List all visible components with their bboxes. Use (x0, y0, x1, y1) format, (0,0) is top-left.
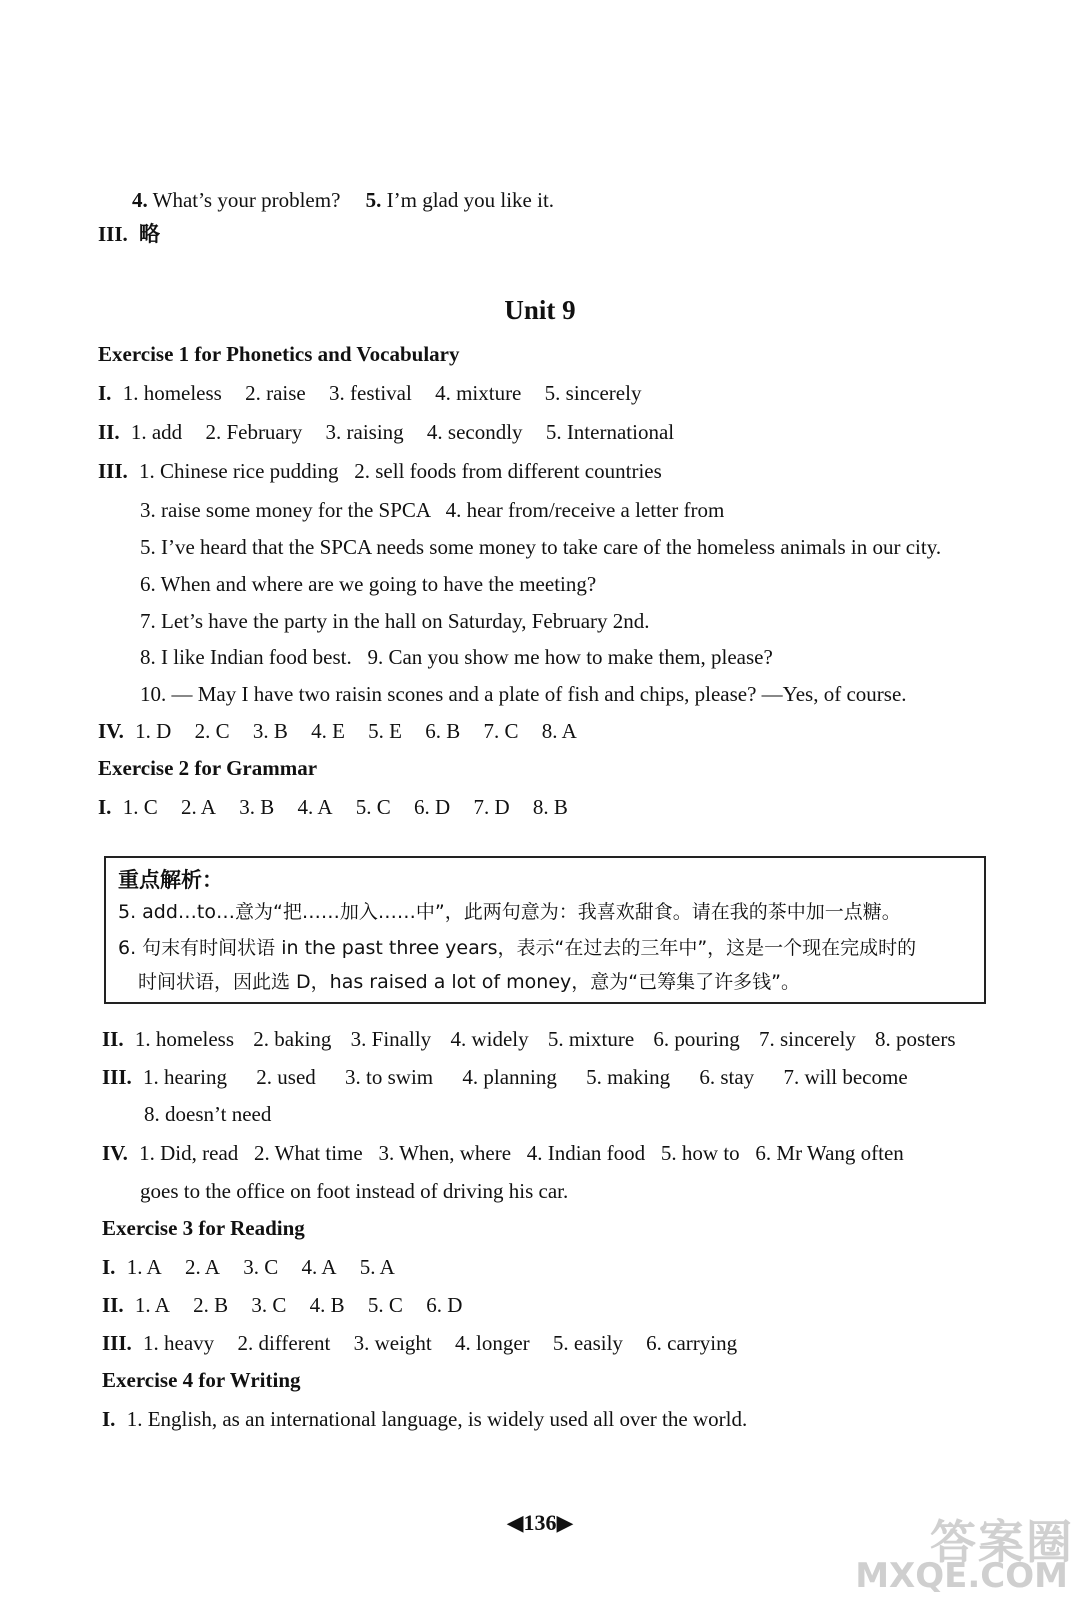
answer-item: 1. A (126, 1255, 162, 1279)
roman-numeral: II. (102, 1293, 124, 1317)
answer-item: 8. A (541, 719, 577, 743)
key-analysis-line3: 时间状语，因此选 D，has raised a lot of money，意为“已筹集了许多钱”。 (138, 971, 800, 993)
ex3-section-i (102, 1253, 413, 1281)
roman-numeral: III. (98, 459, 128, 483)
ex1-section-iii-line5: 7. Let’s have the party in the hall on Saturday, February 2nd. (140, 609, 650, 633)
answer-item: 3. B (239, 795, 275, 819)
answer-item: 1. hearing (143, 1065, 228, 1089)
answer-item: 5. E (368, 719, 402, 743)
answer-text: 1. English, as an international language, is widely used all over the world. (126, 1407, 748, 1431)
ex1-section-iii-line2: 3. raise some money for the SPCA 4. hear from/receive a letter from (140, 498, 725, 522)
key-analysis-line1: 5. add…to…意为“把……加入……中”，此两句意为：我喜欢甜食。请在我的茶中加一点糖。 (118, 901, 901, 923)
roman-numeral: I. (98, 795, 112, 819)
answer-item: 3. weight (353, 1331, 432, 1355)
answer-item: 3. C (251, 1293, 287, 1317)
answer-item: 7. D (473, 795, 510, 819)
answer-item: 2. raise (245, 381, 306, 405)
answer-item: 5. International (545, 420, 675, 444)
answer-text: I’m glad you like it. (386, 188, 555, 212)
key-analysis-line2: 6. 句末有时间状语 in the past three years，表示“在过去的三年中”，这是一个现在完成时的 (118, 937, 917, 959)
answer-item: 5. A (359, 1255, 395, 1279)
roman-numeral: IV. (98, 719, 124, 743)
roman-numeral: II. (102, 1027, 124, 1051)
answer-item: 7. C (483, 719, 519, 743)
ex1-section-iii-line3: 5. I’ve heard that the SPCA needs some money to take care of the homeless animals in our city. (140, 535, 942, 559)
roman-numeral: I. (102, 1255, 116, 1279)
ex2-section-iv-line2: goes to the office on foot instead of driving his car. (140, 1179, 569, 1203)
roman-numeral: I. (102, 1407, 116, 1431)
answer-text: What’s your problem? (152, 188, 341, 212)
answer-item: 5. C (355, 795, 391, 819)
answer-item: 2. used (256, 1065, 316, 1089)
ex2-section-iv-line1 (102, 1139, 904, 1167)
answer-text: 略 (139, 222, 161, 246)
answer-item: 4. A (297, 795, 333, 819)
answer-item: 2. A (184, 1255, 220, 1279)
ex1-section-iii-line4: 6. When and where are we going to have the meeting? (140, 572, 597, 596)
roman-numeral: II. (98, 420, 120, 444)
answer-item: 1. heavy (143, 1331, 215, 1355)
answer-item: 1. add (130, 420, 183, 444)
ex3-section-iii (102, 1329, 755, 1357)
site-watermark (844, 1506, 1074, 1596)
watermark-url: MXQE.COM (855, 1556, 1068, 1596)
answer-item: 3. B (252, 719, 288, 743)
answer-item: 2. C (194, 719, 230, 743)
answer-line-prev-4-5 (132, 186, 554, 214)
answer-item: 4. E (311, 719, 345, 743)
answer-item: 8. B (532, 795, 568, 819)
roman-numeral: IV. (102, 1141, 128, 1165)
item-number: 5. (365, 188, 382, 212)
answer-item: 2. baking (253, 1027, 332, 1051)
key-analysis-box (104, 856, 986, 1004)
answer-item: 2. different (237, 1331, 331, 1355)
exercise-3-heading: Exercise 3 for Reading (102, 1216, 305, 1240)
answer-item: 1. C (122, 795, 158, 819)
roman-numeral: III. (98, 222, 128, 246)
answer-item: 7. will become (783, 1065, 908, 1089)
section-iii-prev (98, 220, 160, 248)
ex3-section-ii (102, 1291, 480, 1319)
answer-item: 5. mixture (547, 1027, 635, 1051)
ex1-section-ii (98, 418, 692, 446)
answer-item: 4. A (301, 1255, 337, 1279)
ex1-section-iv (98, 717, 595, 745)
ex2-section-iii-line1 (102, 1063, 908, 1091)
answer-text: 1. Chinese rice pudding 2. sell foods from different countries (139, 459, 662, 483)
roman-numeral: III. (102, 1331, 132, 1355)
ex4-section-i (102, 1405, 747, 1433)
answer-item: 6. D (426, 1293, 463, 1317)
unit-title: Unit 9 (504, 295, 576, 325)
watermark-logo: 答案圈 (930, 1515, 1074, 1569)
answer-text: 1. Did, read 2. What time 3. When, where 4. Indian food 5. how to 6. Mr Wang often (139, 1141, 904, 1165)
answer-item: 4. secondly (426, 420, 523, 444)
answer-item: 5. making (586, 1065, 671, 1089)
answer-item: 1. A (134, 1293, 170, 1317)
ex1-section-iii-line1 (98, 457, 662, 485)
answer-item: 5. C (367, 1293, 403, 1317)
exercise-4-heading: Exercise 4 for Writing (102, 1368, 301, 1392)
roman-numeral: I. (98, 381, 112, 405)
ex1-section-iii-line7: 10. — May I have two raisin scones and a plate of fish and chips, please? —Yes, of course. (140, 682, 907, 706)
answer-item: 8. posters (875, 1027, 956, 1051)
ex1-section-iii-line6: 8. I like Indian food best. 9. Can you show me how to make them, please? (140, 645, 773, 669)
answer-item: 7. sincerely (759, 1027, 856, 1051)
answer-item: 4. mixture (435, 381, 522, 405)
answer-item: 2. B (193, 1293, 229, 1317)
answer-item: 5. easily (552, 1331, 623, 1355)
answer-item: 4. longer (455, 1331, 530, 1355)
exercise-2-heading: Exercise 2 for Grammar (98, 756, 318, 780)
answer-item: 4. planning (462, 1065, 557, 1089)
exercise-1-heading: Exercise 1 for Phonetics and Vocabulary (98, 342, 460, 366)
answer-item: 1. D (135, 719, 172, 743)
answer-item: 6. stay (699, 1065, 755, 1089)
answer-item: 4. B (309, 1293, 345, 1317)
roman-numeral: III. (102, 1065, 132, 1089)
answer-item: 2. February (205, 420, 303, 444)
answer-item: 6. carrying (646, 1331, 738, 1355)
answer-item: 6. B (425, 719, 461, 743)
answer-item: 4. widely (450, 1027, 529, 1051)
ex2-section-iii-line2: 8. doesn’t need (144, 1102, 272, 1126)
answer-item: 3. C (243, 1255, 279, 1279)
ex1-section-i (98, 379, 659, 407)
page-number: ◀136▶ (506, 1510, 574, 1535)
answer-item: 1. homeless (122, 381, 222, 405)
answer-item: 3. festival (329, 381, 412, 405)
ex2-section-i (98, 793, 586, 821)
answer-item: 2. A (180, 795, 216, 819)
answer-item: 1. homeless (134, 1027, 235, 1051)
answer-item: 5. sincerely (544, 381, 642, 405)
ex2-section-ii (102, 1025, 956, 1053)
item-number: 4. (132, 188, 148, 212)
answer-item: 3. raising (325, 420, 404, 444)
key-analysis-title: 重点解析： (118, 868, 223, 892)
answer-item: 3. Finally (350, 1027, 432, 1051)
answer-item: 6. pouring (653, 1027, 740, 1051)
answer-item: 6. D (414, 795, 451, 819)
answer-item: 3. to swim (345, 1065, 434, 1089)
